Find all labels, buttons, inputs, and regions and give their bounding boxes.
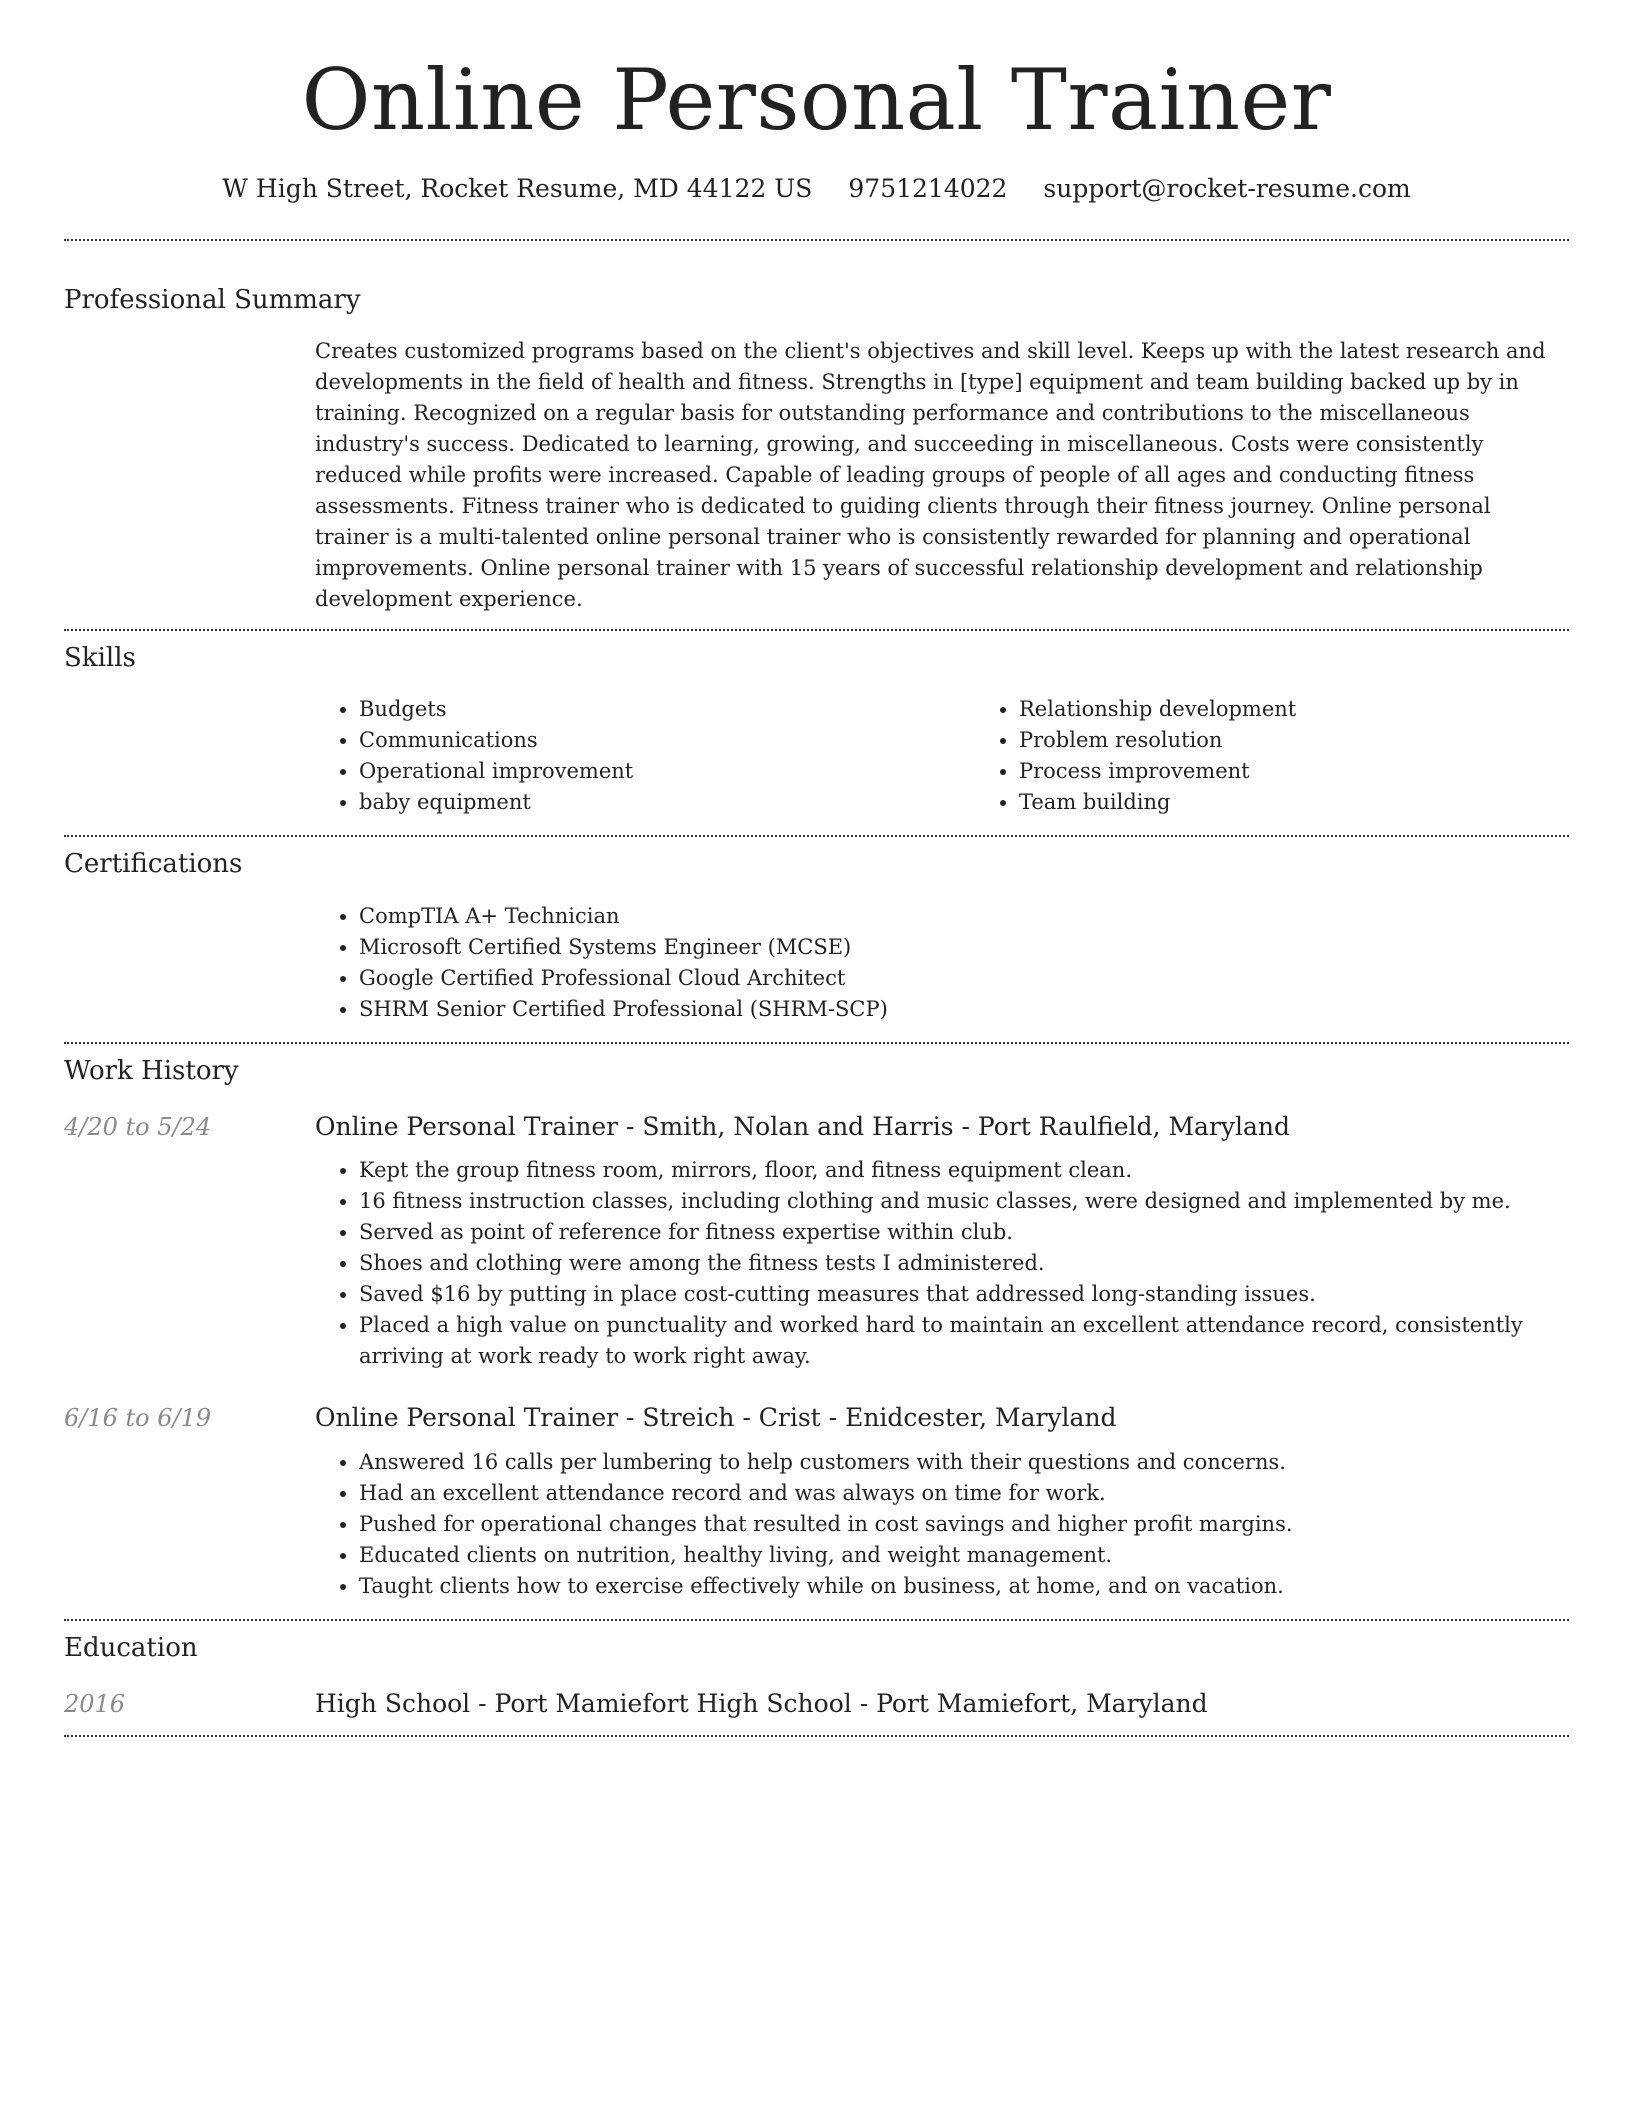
summary-text: Creates customized programs based on the client's objectives and skill level. Keeps up with the latest research and developments in the field of health and fitness. Strengths in [type] equipment and team building backed up by in training. Recognized on a regular basis for outstanding performance and contributions to the miscellaneous industry's success. Dedicated to learning, growing, and succeeding in miscellaneous. Costs were consistently reduced while profits were increased. Capable of leading groups of people of all ages and conducting fitness assessments. Fitness trainer who is dedicated to guiding clients through their fitness journey. Online personal trainer is a multi-talented online personal trainer who is consistently rewarded for planning and operational improvements. Online personal trainer with 15 years of successful relationship development and relationship development experience. [315, 339, 1546, 612]
skill-item: • Team building [1019, 787, 1632, 818]
job-bullet: • Saved $16 by putting in place cost-cutting measures that addressed long-standing issues. [359, 1279, 1569, 1310]
education-section [64, 1633, 1569, 1721]
contact-address: W High Street, Rocket Resume, MD 44122 US [222, 173, 813, 203]
education-entry [64, 1688, 1569, 1721]
section-title-education: Education [64, 1632, 198, 1663]
certification-item: • CompTIA A+ Technician [359, 901, 1569, 932]
skills-list [315, 694, 1569, 818]
contact-line [64, 173, 1569, 206]
job-title: Online Personal Trainer - Streich - Crist - Enidcester, Maryland [315, 1403, 1117, 1433]
job-dates: 4/20 to 5/24 [64, 1112, 212, 1141]
divider [64, 239, 1569, 241]
summary-section [64, 285, 1569, 615]
job-bullet: • Educated clients on nutrition, healthy living, and weight management. [359, 1540, 1569, 1571]
education-year: 2016 [64, 1690, 126, 1719]
job-bullet: • Kept the group fitness room, mirrors, floor, and fitness equipment clean. [359, 1155, 1569, 1186]
job-bullets [315, 1447, 1569, 1602]
certifications-section [64, 849, 1569, 1024]
divider [64, 1735, 1569, 1737]
divider [64, 835, 1569, 837]
job-title: Online Personal Trainer - Smith, Nolan and Harris - Port Raulfield, Maryland [315, 1111, 1291, 1141]
resume-name: Online Personal Trainer [301, 51, 1332, 149]
job-bullet: • Placed a high value on punctuality and worked hard to maintain an excellent attendance record, consistently arriving at work ready to work right away. [359, 1310, 1569, 1372]
job-entry [64, 1111, 1569, 1373]
skill-item: • Budgets [359, 694, 975, 725]
job-bullet: • 16 fitness instruction classes, including clothing and music classes, were designed and implemented by me. [359, 1186, 1569, 1217]
divider [64, 1619, 1569, 1621]
job-bullet: • Answered 16 calls per lumbering to help customers with their questions and concerns. [359, 1447, 1569, 1478]
section-title-work-history: Work History [64, 1055, 239, 1086]
skill-item: • baby equipment [359, 787, 975, 818]
contact-phone: 9751214022 [848, 173, 1008, 203]
job-entry [64, 1402, 1569, 1602]
skill-item: • Process improvement [1019, 756, 1632, 787]
job-bullet: • Had an excellent attendance record and was always on time for work. [359, 1478, 1569, 1509]
job-bullet: • Shoes and clothing were among the fitness tests I administered. [359, 1248, 1569, 1279]
resume-page [64, 0, 1569, 1737]
work-history-section [64, 1056, 1569, 1602]
section-title-summary: Professional Summary [64, 285, 361, 316]
job-dates: 6/16 to 6/19 [64, 1404, 212, 1433]
skill-item: • Communications [359, 725, 975, 756]
divider [64, 1042, 1569, 1044]
skills-column-right [975, 694, 1632, 818]
certifications-list [315, 901, 1569, 1025]
job-bullets [315, 1155, 1569, 1372]
skills-section [64, 643, 1569, 818]
skills-column-left [315, 694, 975, 818]
education-title: High School - Port Mamiefort High School - Port Mamiefort, Maryland [315, 1689, 1208, 1719]
job-bullet: • Pushed for operational changes that resulted in cost savings and higher profit margins. [359, 1509, 1569, 1540]
skill-item: • Operational improvement [359, 756, 975, 787]
section-title-skills: Skills [64, 643, 136, 674]
certification-item: • SHRM Senior Certified Professional (SHRM-SCP) [359, 994, 1569, 1025]
divider [64, 629, 1569, 631]
contact-email: support@rocket-resume.com [1043, 173, 1411, 203]
skill-item: • Relationship development [1019, 694, 1632, 725]
job-bullet: • Served as point of reference for fitness expertise within club. [359, 1217, 1569, 1248]
certification-item: • Google Certified Professional Cloud Architect [359, 963, 1569, 994]
section-title-certifications: Certifications [64, 849, 243, 880]
certification-item: • Microsoft Certified Systems Engineer (MCSE) [359, 932, 1569, 963]
job-bullet: • Taught clients how to exercise effectively while on business, at home, and on vacation. [359, 1571, 1569, 1602]
skill-item: • Problem resolution [1019, 725, 1632, 756]
